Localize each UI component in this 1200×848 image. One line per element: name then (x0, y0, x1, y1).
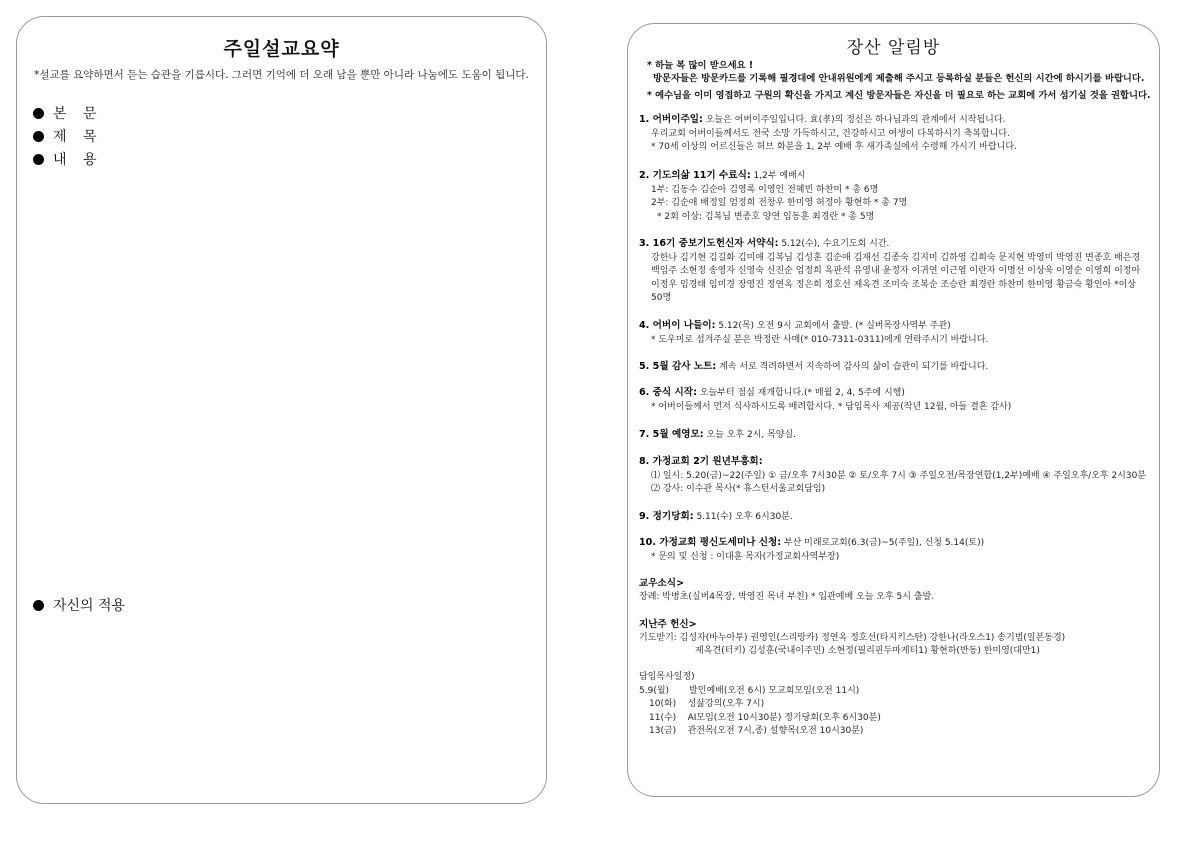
notice-item-may-meeting (639, 428, 1147, 443)
item-text: 오늘부터 점심 재개합니다.(* 매월 2, 4, 5주에 시행) (696, 388, 905, 398)
item-line: ⑴ 일시: 5.20(금)~22(주일) ① 금/오후 7시30분 ② 토/오후 7시 ③ 주일오전/목장연합(1,2부)예배 ④ 주일오후/오후 2시30분 (651, 470, 1147, 481)
item-heading: 5. 5월 감사 노트: (639, 361, 717, 372)
item-heading: 7. 5월 예영모: (639, 429, 704, 440)
item-line: * 70세 이상의 어르신들은 허브 화분을 1, 2부 예배 후 새가족실에서 수령해 가시기 바랍니다. (651, 142, 1017, 152)
notice-item-thanks-note (639, 360, 1147, 375)
bullet-title (33, 126, 103, 146)
bullet-label: 본 문 (53, 106, 103, 122)
bullet-content (33, 149, 103, 169)
notice-item-prayer-graduation (639, 169, 1147, 224)
bullet-label: 내 용 (53, 152, 103, 168)
item-heading: 1. 어버이주일: (639, 114, 703, 125)
schedule-row: 11(수) AI모임(오전 10시30분) 정기당회(오후 6시30분) (649, 712, 881, 723)
item-heading: 4. 어버이 나들이: (639, 320, 716, 331)
notice-item-seminar (639, 536, 1147, 564)
member-news (639, 577, 1147, 604)
item-text: 오늘 오후 2시, 목양실. (703, 430, 797, 440)
notice-item-lunch (639, 386, 1147, 414)
notice-item-parents-day (639, 113, 1147, 155)
notice-line: * 하늘 복 많이 받으세요 ! (647, 60, 754, 71)
section-heading: 담임목사일정) (639, 672, 695, 682)
schedule-row: 10(화) 성삶강의(오후 7시) (649, 699, 765, 709)
item-heading: 2. 기도의삶 11기 수료식: (639, 170, 751, 181)
item-line: 제옥견(터키) 김성훈(국내이주민) 소현정(필리핀두마게티1) 황현하(반동) 한미영(대만1) (695, 646, 1040, 656)
bullet-dot-icon (33, 108, 44, 119)
bullet-label: 제 목 (53, 129, 103, 145)
bullet-dot-icon (33, 154, 44, 165)
item-text: 5.12(목) 오전 9시 교회에서 출발. (* 실버목장사역부 주관) (715, 321, 951, 331)
item-text: 1,2부 예배시 (750, 171, 806, 181)
item-line: * 문의 및 신청 : 이대훈 목자(가정교회사역부장) (651, 551, 840, 562)
section-heading: 지난주 헌신> (639, 619, 697, 630)
item-line: * 도우미로 섬겨주실 분은 박정란 사매(* 010-7311-0311)에게 연락주시기 바랍니다. (651, 334, 989, 345)
item-line: * 어버이들께서 먼저 식사하시도록 배려합시다. * 담임목사 제공(작년 12월, 아들 결혼 감사) (651, 401, 1012, 412)
pastor-schedule (639, 671, 1147, 739)
item-line: 장례: 박병초(실버4목장, 박영진 목녀 부친) * 입관예배 오늘 오후 5시 출발. (639, 591, 935, 602)
visitor-notice (647, 59, 1144, 85)
item-line: 기도받기: 김성자(바누아투) 권영인(스리랑카) 정연옥 정호선(타지키스탄) 강한나(라오스1) 송기범(일본동경) (639, 632, 1066, 643)
notice-item-revival (639, 455, 1147, 497)
item-line: 2부: 김순애 배정일 엄정희 전창우 한미영 허정아 황현하 * 총 7명 (651, 198, 908, 208)
sermon-summary-subtitle: *설교를 요약하면서 듣는 습관을 기릅시다. 그러면 기억에 더 오래 남을 뿐만 아니라 나눔에도 도움이 됩니다. (34, 69, 529, 81)
notice-item-parents-outing (639, 319, 1147, 347)
schedule-row: 13(금) 관전목(오전 7시,종) 설향목(오전 10시30분) (649, 726, 864, 736)
bullet-label: 자신의 적용 (53, 598, 126, 614)
notice-line: 방문자들은 방문카드를 기록해 필경대에 안내위원에게 제출해 주시고 등록하실 분들은 헌신의 시간에 하시기를 바랍니다. (653, 73, 1145, 84)
believer-notice (647, 89, 1150, 102)
notice-item-intercessor-oath (639, 237, 1147, 306)
notice-line: * 예수님을 이미 영접하고 구원의 확신을 가지고 계신 방문자들은 자신을 더 필요로 하는 교회에 가서 섬기실 것을 권합니다. (647, 90, 1151, 101)
item-line: ⑵ 강사: 이수관 목사(* 휴스턴서울교회담임) (651, 484, 826, 494)
section-heading: 교우소식> (639, 578, 685, 589)
item-heading: 9. 정기당회: (639, 511, 694, 522)
item-heading: 8. 가정교회 2기 원년부흥회: (639, 456, 763, 467)
bullet-dot-icon (33, 131, 44, 142)
item-text: 부산 미래로교회(6.3(금)~5(주일), 신청 5.14(토)) (781, 538, 985, 548)
item-text: 5.11(수) 오후 6시30분. (693, 512, 793, 522)
bullet-application (33, 595, 125, 615)
last-week-offering (639, 618, 1147, 659)
item-body: 강한나 김기현 김길화 김미애 김복님 김성훈 김순애 김재선 김종숙 김지미 김하영 김희숙 문지현 박영미 박영진 변종호 배은경 백임주 소현정 송영자 신영숙 신진순 엄정희 옥판석 유영내 윤정자 이귀연 이근엽 이란자 이명선 이상욱 이영순 이영희 이정아 이정우 임경태 임미경 장영진 정연옥 정은희 정호선 제옥견 조미숙 조복순 조승란 최경란 하찬미 한미영 황금숙 황인아 *이상 50명 (651, 252, 1141, 303)
item-heading: 6. 중식 시작: (639, 387, 697, 398)
bullet-scripture (33, 103, 103, 123)
item-line: 우리교회 어버이들께서도 전국 소망 가득하시고, 건강하시고 여생이 다복하시기 축복합니다. (651, 128, 1010, 139)
item-text: 5.12(수), 수요기도회 시간. (778, 239, 890, 249)
item-line: * 2회 이상: 김복님 변종호 양연 임동훈 최경란 * 총 5명 (657, 211, 875, 222)
item-heading: 10. 가정교회 평신도세미나 신청: (639, 537, 782, 548)
schedule-row: 5.9(월) 발인예배(오전 6시) 모교회모임(오전 11시) (639, 685, 860, 696)
sermon-summary-title: 주일설교요약 (223, 38, 340, 60)
sermon-summary-panel (16, 16, 547, 804)
bullet-dot-icon (33, 600, 44, 611)
notice-item-session (639, 510, 1147, 525)
item-line: 1부: 김동수 김순아 김영록 이영인 전혜빈 하찬미 * 총 6명 (651, 184, 879, 195)
item-heading: 3. 16기 중보기도헌신자 서약식: (639, 238, 779, 249)
church-notice-panel (627, 23, 1160, 797)
item-text: 오늘은 어버이주일입니다. 효(孝)의 정신은 하나님과의 관계에서 시작됩니다. (702, 115, 1006, 125)
item-text: 계속 서로 격려하면서 지속하여 감사의 삶이 습관이 되기를 바랍니다. (716, 362, 989, 372)
notice-board-title: 장산 알림방 (846, 38, 941, 58)
